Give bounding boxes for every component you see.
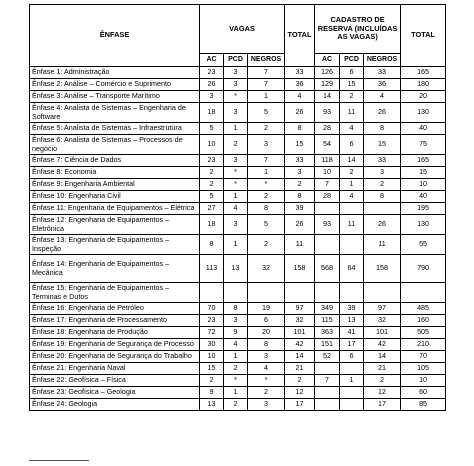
enfase-name: Ênfase 1: Administração [30,67,200,79]
cell-value: 42 [364,339,401,351]
cell-value: 790 [401,255,446,283]
cell-value: * [248,179,285,191]
cell-value: 1 [248,167,285,179]
cell-value: 21 [364,363,401,375]
cell-value: 505 [401,327,446,339]
enfase-name: Ênfase 12: Engenharia de Equipamentos – Eletrônica [30,215,200,235]
cell-value [315,363,340,375]
cell-value: 101 [364,327,401,339]
cell-value: 11 [340,103,364,123]
table-row [30,363,446,375]
cell-value: 26 [364,103,401,123]
cell-value: 18 [200,103,224,123]
cell-value: 15 [401,167,446,179]
cell-value: 158 [364,255,401,283]
cell-value [224,283,248,303]
cell-value: * [224,91,248,103]
cell-value: 3 [248,135,285,155]
cell-value: 97 [285,303,315,315]
cell-value: 3 [224,215,248,235]
cell-value: 26 [285,215,315,235]
cell-value: 2 [285,179,315,191]
cell-value [340,235,364,255]
cell-value: 1 [248,91,285,103]
cell-value [340,399,364,411]
cell-value: 113 [200,255,224,283]
cell-value: 3 [285,167,315,179]
header-cadastro: CADASTRO DE RESERVA (INCLUÍDAS AS VAGAS) [315,5,401,54]
cell-value: 40 [401,123,446,135]
cell-value: 21 [285,363,315,375]
cell-value: 4 [248,363,285,375]
cell-value: 27 [200,203,224,215]
table-row [30,191,446,203]
vacancies-table [29,4,446,411]
cell-value: 32 [248,255,285,283]
cell-value [340,283,364,303]
cell-value: 11 [340,215,364,235]
cell-value: 54 [315,135,340,155]
table-row [30,327,446,339]
cell-value [340,387,364,399]
enfase-name: Ênfase 3: Análise – Transporte Marítimo [30,91,200,103]
cell-value: 41 [340,327,364,339]
cell-value: 11 [364,235,401,255]
cell-value: 17 [340,339,364,351]
enfase-name: Ênfase 19: Engenharia de Segurança de Processo [30,339,200,351]
cell-value: 3 [224,103,248,123]
cell-value: 93 [315,103,340,123]
cell-value: 115 [315,315,340,327]
table-row [30,103,446,123]
cell-value: 2 [285,375,315,387]
cell-value: 14 [364,351,401,363]
cell-value: 9 [200,387,224,399]
enfase-name: Ênfase 13: Engenharia de Equipamentos – Inspeção [30,235,200,255]
cell-value: 23 [200,67,224,79]
table-row [30,123,446,135]
cell-value: 3 [224,155,248,167]
cell-value: 52 [315,351,340,363]
cell-value: 33 [364,67,401,79]
cell-value: 10 [401,375,446,387]
cell-value: 7 [315,179,340,191]
cell-value: 1 [224,123,248,135]
cell-value [315,283,340,303]
enfase-name: Ênfase 21: Engenharia Naval [30,363,200,375]
cell-value: 2 [248,123,285,135]
enfase-name: Ênfase 23: Geofísica – Geologia [30,387,200,399]
cell-value [364,203,401,215]
cell-value: 55 [401,235,446,255]
cell-value: 40 [401,191,446,203]
cell-value: 70 [401,351,446,363]
cell-value: 8 [200,235,224,255]
cell-value: 105 [401,363,446,375]
cell-value: 3 [224,79,248,91]
table-row [30,167,446,179]
enfase-name: Ênfase 7: Ciência de Dados [30,155,200,167]
cell-value: 165 [401,155,446,167]
enfase-name: Ênfase 15: Engenharia de Equipamentos – Terminas e Dutos [30,283,200,303]
table-row [30,215,446,235]
enfase-name: Ênfase 16: Engenharia de Petróleo [30,303,200,315]
cell-value [315,399,340,411]
cell-value: 7 [315,375,340,387]
enfase-name: Ênfase 14: Engenharia de Equipamentos – Mecânica [30,255,200,283]
cell-value: 180 [401,79,446,91]
cell-value: 3 [224,67,248,79]
cell-value: 15 [340,79,364,91]
cell-value: 4 [224,203,248,215]
cell-value: 8 [248,203,285,215]
cell-value: 101 [285,327,315,339]
cell-value [315,235,340,255]
cell-value: 17 [364,399,401,411]
cell-value: 3 [248,399,285,411]
cell-value [364,283,401,303]
cell-value: 5 [248,215,285,235]
cell-value: 20 [401,91,446,103]
cell-value: 33 [285,155,315,167]
table-row [30,91,446,103]
cell-value: 8 [285,123,315,135]
header-enfase: ÊNFASE [30,5,200,67]
header-total-reserva: TOTAL [401,5,446,67]
cell-value: 20 [248,327,285,339]
table-row [30,375,446,387]
cell-value: * [224,375,248,387]
cell-value: 7 [248,155,285,167]
cell-value: 97 [364,303,401,315]
cell-value: 32 [364,315,401,327]
table-row [30,235,446,255]
table-row [30,255,446,283]
cell-value: 18 [200,215,224,235]
cell-value: 10 [200,135,224,155]
enfase-name: Ênfase 17: Engenharia de Processamento [30,315,200,327]
enfase-name: Ênfase 2: Análise – Comércio e Suprimento [30,79,200,91]
footnote-rule [29,460,89,463]
enfase-name: Ênfase 6: Analista de Sistemas – Processos de negócio [30,135,200,155]
table-row [30,203,446,215]
cell-value: 14 [285,351,315,363]
cell-value: 30 [200,339,224,351]
cell-value: 2 [224,363,248,375]
cell-value: 8 [364,123,401,135]
cell-value: 75 [401,135,446,155]
cell-value: 2 [224,135,248,155]
cell-value [340,203,364,215]
cell-value: 4 [364,91,401,103]
enfase-name: Ênfase 9: Engenharia Ambiental [30,179,200,191]
cell-value: 4 [340,123,364,135]
cell-value: * [224,167,248,179]
cell-value: 7 [248,67,285,79]
table-row [30,399,446,411]
cell-value: 10 [200,351,224,363]
cell-value: 14 [315,91,340,103]
table-row [30,179,446,191]
cell-value: 129 [315,79,340,91]
enfase-name: Ênfase 22: Geofísica – Física [30,375,200,387]
cell-value: 2 [248,387,285,399]
cell-value: 4 [340,191,364,203]
cell-value: 1 [224,191,248,203]
cell-value: 3 [364,167,401,179]
cell-value: 2 [248,235,285,255]
cell-value: 12 [285,387,315,399]
cell-value: 39 [285,203,315,215]
cell-value: 5 [200,123,224,135]
cell-value [285,283,315,303]
cell-value: 195 [401,203,446,215]
cell-value: 130 [401,103,446,123]
cell-value: 151 [315,339,340,351]
header-vagas: VAGAS [200,5,285,54]
cell-value: 6 [248,315,285,327]
header-negros-reserva: NEGROS [364,54,401,67]
table-row [30,315,446,327]
table-row [30,135,446,155]
cell-value [315,387,340,399]
header-pcd: PCD [224,54,248,67]
cell-value: 485 [401,303,446,315]
enfase-name: Ênfase 8: Economia [30,167,200,179]
cell-value: 14 [340,155,364,167]
cell-value: 13 [224,255,248,283]
cell-value: * [224,179,248,191]
cell-value: 2 [200,167,224,179]
cell-value: 2 [364,375,401,387]
cell-value: 4 [285,91,315,103]
cell-value: 8 [224,303,248,315]
cell-value: 12 [364,387,401,399]
cell-value: 5 [200,191,224,203]
table-row [30,387,446,399]
cell-value: 26 [364,215,401,235]
cell-value: 26 [285,103,315,123]
cell-value: 2 [224,399,248,411]
cell-value: 28 [315,191,340,203]
cell-value: 5 [248,103,285,123]
enfase-name: Ênfase 18: Engenharia de Produção [30,327,200,339]
cell-value: 70 [200,303,224,315]
cell-value: 130 [401,215,446,235]
header-pcd-reserva: PCD [340,54,364,67]
cell-value: 3 [248,351,285,363]
cell-value: 3 [200,91,224,103]
cell-value: 36 [364,79,401,91]
cell-value: 15 [364,135,401,155]
enfase-name: Ênfase 5: Analista de Sistemas – Infraestrutura [30,123,200,135]
cell-value: 85 [401,399,446,411]
cell-value: 8 [248,339,285,351]
cell-value: 15 [200,363,224,375]
cell-value: 210 [401,339,446,351]
cell-value [315,203,340,215]
enfase-name: Ênfase 4: Analista de Sistemas – Engenharia de Software [30,103,200,123]
enfase-name: Ênfase 24: Geologia [30,399,200,411]
cell-value: 13 [200,399,224,411]
cell-value: 126 [315,67,340,79]
cell-value: 15 [285,135,315,155]
cell-value: 2 [340,167,364,179]
cell-value: 7 [248,79,285,91]
cell-value: 39 [340,303,364,315]
cell-value: 6 [340,67,364,79]
cell-value: 33 [285,67,315,79]
cell-value [248,283,285,303]
cell-value: 17 [285,399,315,411]
table-row [30,303,446,315]
enfase-name: Ênfase 11: Engenharia de Equipamentos – Elétrica [30,203,200,215]
cell-value: 158 [285,255,315,283]
cell-value: 1 [224,351,248,363]
cell-value: 2 [248,191,285,203]
cell-value [340,363,364,375]
cell-value: 23 [200,315,224,327]
cell-value: 8 [285,191,315,203]
cell-value: 1 [340,179,364,191]
enfase-name: Ênfase 20: Engenharia de Segurança do Trabalho [30,351,200,363]
header-total: TOTAL [285,5,315,67]
header-ac-reserva: AC [315,54,340,67]
cell-value: 2 [200,179,224,191]
cell-value: 6 [340,351,364,363]
cell-value: 6 [340,135,364,155]
table-row [30,67,446,79]
table-row [30,339,446,351]
cell-value: 19 [248,303,285,315]
cell-value: 10 [401,179,446,191]
cell-value: 568 [315,255,340,283]
cell-value: 23 [200,155,224,167]
table-row [30,283,446,303]
cell-value: 42 [285,339,315,351]
cell-value: 2 [340,91,364,103]
cell-value: 28 [315,123,340,135]
cell-value: 72 [200,327,224,339]
enfase-name: Ênfase 10: Engenharia Civil [30,191,200,203]
cell-value: 9 [224,327,248,339]
cell-value: 8 [364,191,401,203]
cell-value: 165 [401,67,446,79]
cell-value [200,283,224,303]
cell-value: 64 [340,255,364,283]
table-row [30,351,446,363]
cell-value: 349 [315,303,340,315]
table-row [30,79,446,91]
cell-value: 36 [285,79,315,91]
cell-value: 118 [315,155,340,167]
cell-value: 2 [200,375,224,387]
cell-value: 1 [224,387,248,399]
cell-value: 11 [285,235,315,255]
cell-value: 1 [224,235,248,255]
cell-value: 363 [315,327,340,339]
cell-value: 160 [401,315,446,327]
cell-value: 13 [340,315,364,327]
cell-value: 3 [224,315,248,327]
cell-value: 2 [364,179,401,191]
cell-value: 93 [315,215,340,235]
cell-value: 10 [315,167,340,179]
header-negros: NEGROS [248,54,285,67]
cell-value: 32 [285,315,315,327]
cell-value: 4 [224,339,248,351]
cell-value: * [248,375,285,387]
header-ac: AC [200,54,224,67]
cell-value [401,283,446,303]
cell-value: 26 [200,79,224,91]
cell-value: 60 [401,387,446,399]
table-body [30,67,446,411]
table-row [30,155,446,167]
cell-value: 1 [340,375,364,387]
cell-value: 33 [364,155,401,167]
